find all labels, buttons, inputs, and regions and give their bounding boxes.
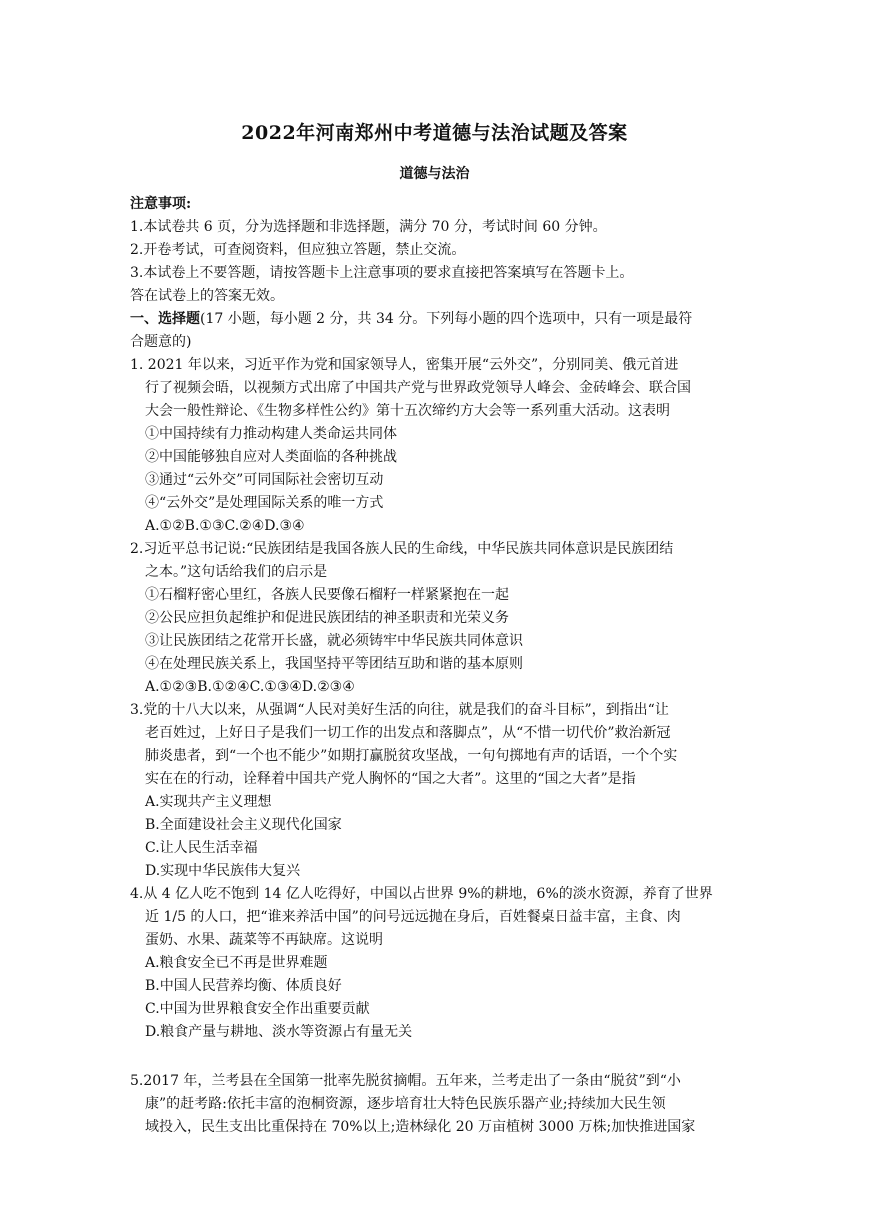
- answer-option: A.粮食安全已不再是世界难题: [145, 955, 328, 971]
- statement-item: ③通过“云外交”可同国际社会密切互动: [145, 472, 384, 488]
- notice-heading: 注意事项:: [130, 196, 192, 212]
- document-body: [130, 193, 745, 1139]
- question-stem: 康”的赶考路:依托丰富的泡桐资源，逐步培育壮大特色民族乐器产业;持续加大民生领: [145, 1096, 666, 1112]
- question-stem: 域投入，民生支出比重保持在 70%以上;造林绿化 20 万亩植树 3000 万株;加快推进国家: [145, 1119, 696, 1135]
- section-desc: (17 小题，每小题 2 分，共 34 分。下列每小题的四个选项中，只有一项是最符: [200, 311, 693, 327]
- question-1: [130, 354, 745, 538]
- notice-item: 1.本试卷共 6 页，分为选择题和非选择题，满分 70 分，考试时间 60 分钟。: [130, 219, 607, 235]
- answer-option: D.粮食产量与耕地、淡水等资源占有量无关: [145, 1024, 413, 1040]
- question-stem: 之本。”这句话给我们的启示是: [145, 564, 328, 580]
- section-heading: [130, 308, 745, 331]
- question-stem: 4.从 4 亿人吃不饱到 14 亿人吃得好，中国以占世界 9%的耕地，6%的淡水资源，养育了世界: [130, 886, 713, 902]
- statement-item: ④“云外交”是处理国际关系的唯一方式: [145, 495, 384, 511]
- answer-option: D.实现中华民族伟大复兴: [145, 863, 301, 879]
- statement-item: ②中国能够独自应对人类面临的各种挑战: [145, 449, 397, 465]
- answer-option: B.全面建设社会主义现代化国家: [145, 817, 342, 833]
- statement-item: ③让民族团结之花常开长盛，就必须铸牢中华民族共同体意识: [145, 633, 523, 649]
- question-stem: 2.习近平总书记说:“民族团结是我国各族人民的生命线，中华民族共同体意识是民族团结: [130, 541, 674, 557]
- question-4: [130, 883, 745, 1044]
- question-stem: 实在在的行动，诠释着中国共产党人胸怀的“国之大者”。这里的“国之大者”是指: [145, 771, 636, 787]
- answer-options: A.①②B.①③C.②④D.③④: [145, 518, 305, 534]
- spacer: [130, 1044, 745, 1070]
- question-stem: 蛋奶、水果、蔬菜等不再缺席。这说明: [145, 932, 383, 948]
- question-stem: 老百姓过，上好日子是我们一切工作的出发点和落脚点”，从“不惜一切代价”救治新冠: [145, 725, 671, 741]
- question-stem: 5.2017 年，兰考县在全国第一批率先脱贫摘帽。五年来，兰考走出了一条由“脱贫”到“小: [130, 1073, 681, 1089]
- question-stem: 1. 2021 年以来，习近平作为党和国家领导人，密集开展“云外交”，分别同美、俄元首进: [130, 357, 679, 373]
- answer-option: C.让人民生活幸福: [145, 840, 258, 856]
- statement-item: ①中国持续有力推动构建人类命运共同体: [145, 426, 397, 442]
- page-subtitle: 道德与法治: [399, 166, 470, 182]
- question-2: [130, 538, 745, 699]
- statement-item: ②公民应担负起维护和促进民族团结的神圣职责和光荣义务: [145, 610, 509, 626]
- answer-options: A.①②③B.①②④C.①③④D.②③④: [145, 679, 355, 695]
- answer-option: C.中国为世界粮食安全作出重要贡献: [145, 1001, 370, 1017]
- notice-item: 答在试卷上的答案无效。: [130, 288, 284, 304]
- question-3: [130, 699, 745, 883]
- page-title: 2022年河南郑州中考道德与法治试题及答案: [241, 122, 628, 144]
- question-5: [130, 1070, 745, 1139]
- statement-item: ①石榴籽密心里红，各族人民要像石榴籽一样紧紧抱在一起: [145, 587, 509, 603]
- question-stem: 肺炎患者，到“一个也不能少”如期打赢脱贫攻坚战，一句句掷地有声的话语，一个个实: [145, 748, 678, 764]
- question-stem: 近 1/5 的人口，把“谁来养活中国”的问号远远抛在身后，百姓餐桌日益丰富，主食、肉: [145, 909, 681, 925]
- notice-item: 2.开卷考试，可查阅资料，但应独立答题，禁止交流。: [130, 242, 466, 258]
- question-stem: 3.党的十八大以来，从强调“人民对美好生活的向往，就是我们的奋斗目标”，到指出“让: [130, 702, 669, 718]
- notice-item: 3.本试卷上不要答题，请按答题卡上注意事项的要求直接把答案填写在答题卡上。: [130, 265, 634, 281]
- section-desc-cont: 合题意的): [130, 334, 192, 350]
- question-stem: 大会一般性辩论、《生物多样性公约》第十五次缔约方大会等一系列重大活动。这表明: [145, 403, 670, 419]
- question-stem: 行了视频会晤，以视频方式出席了中国共产党与世界政党领导人峰会、金砖峰会、联合国: [145, 380, 691, 396]
- answer-option: B.中国人民营养均衡、体质良好: [145, 978, 342, 994]
- answer-option: A.实现共产主义理想: [145, 794, 272, 810]
- statement-item: ④在处理民族关系上，我国坚持平等团结互助和谐的基本原则: [145, 656, 523, 672]
- section-title: 一、选择题: [130, 311, 200, 327]
